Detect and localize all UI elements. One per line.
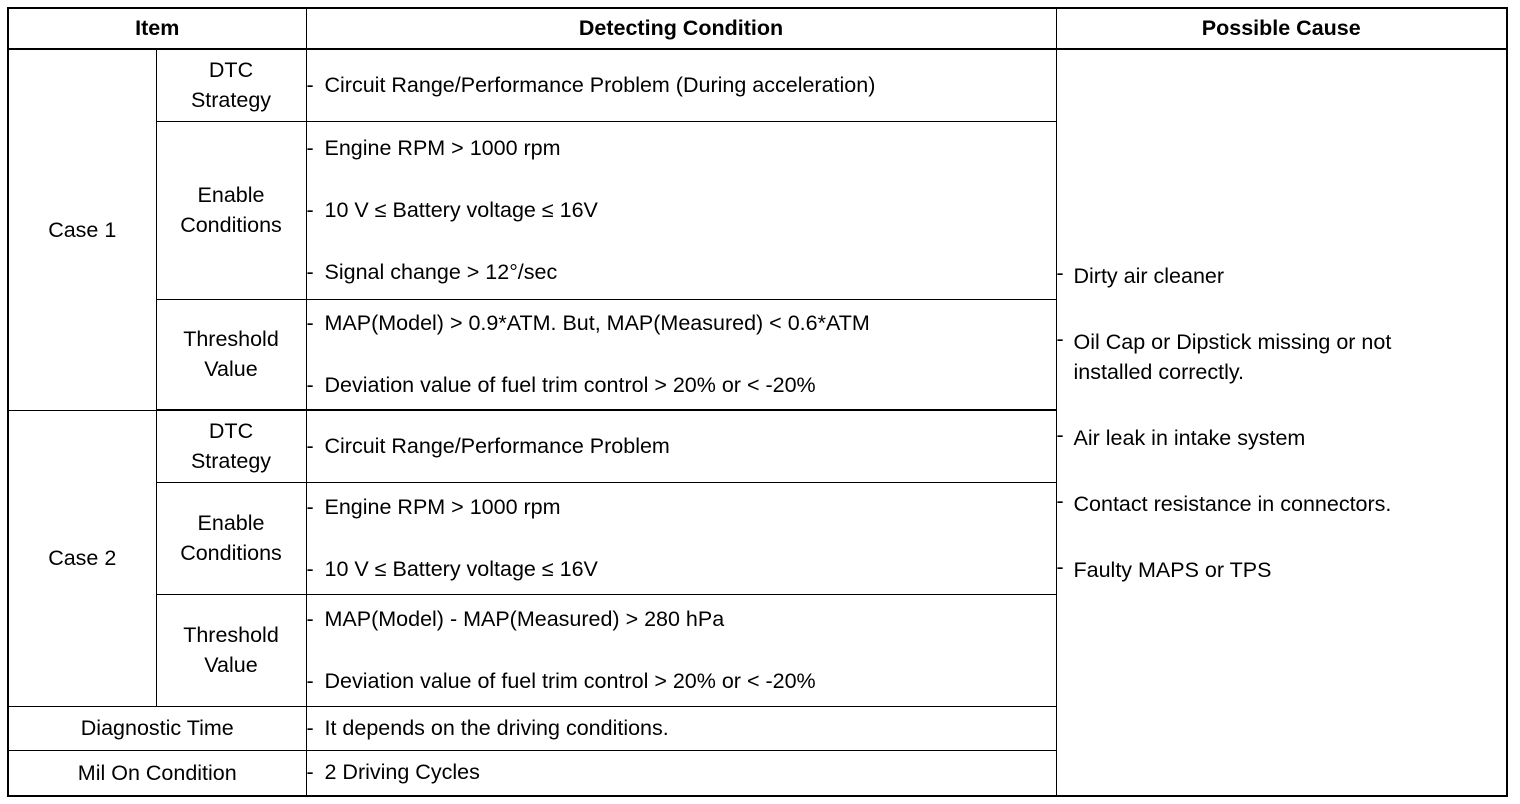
cause-item bbox=[1057, 327, 1507, 387]
condition-text: 2 Driving Cycles bbox=[324, 760, 480, 785]
dtc-spec-table bbox=[7, 7, 1508, 797]
case1-dtc-strategy-label bbox=[156, 49, 306, 121]
header-item: Item bbox=[8, 8, 306, 49]
condition-text: Deviation value of fuel trim control > 20% or < -20% bbox=[324, 668, 816, 693]
condition-text: Signal change > 12°/sec bbox=[324, 259, 558, 284]
condition-line bbox=[307, 73, 1056, 98]
condition-line bbox=[307, 669, 1056, 694]
bullet-dash: - bbox=[306, 135, 314, 160]
condition-line bbox=[307, 607, 1056, 632]
condition-text: MAP(Model) - MAP(Measured) > 280 hPa bbox=[324, 606, 725, 631]
case1-threshold-value-label bbox=[156, 299, 306, 410]
header-row bbox=[8, 8, 1507, 49]
case1-dtc-row bbox=[8, 49, 1507, 121]
bullet-dash: - bbox=[306, 556, 314, 581]
case2-enable-conditions bbox=[306, 482, 1056, 594]
bullet-dash: - bbox=[306, 668, 314, 693]
label-line: Conditions bbox=[180, 541, 282, 565]
case2-threshold-value bbox=[306, 594, 1056, 706]
label-line: Threshold bbox=[183, 327, 279, 352]
bullet-dash: - bbox=[306, 310, 314, 335]
label-line: DTC bbox=[208, 419, 254, 444]
cause-text: Air leak in intake system bbox=[1073, 425, 1306, 450]
condition-text: Circuit Range/Performance Problem bbox=[324, 433, 670, 458]
condition-line bbox=[307, 136, 1056, 161]
condition-line bbox=[307, 716, 1056, 741]
cause-text: Dirty air cleaner bbox=[1073, 263, 1225, 288]
condition-line bbox=[307, 373, 1056, 398]
header-possible-cause: Possible Cause bbox=[1056, 8, 1507, 49]
case2-enable-conditions-label bbox=[156, 482, 306, 594]
condition-text: Engine RPM > 1000 rpm bbox=[324, 494, 561, 519]
bullet-dash: - bbox=[306, 259, 314, 284]
condition-text: It depends on the driving conditions. bbox=[324, 715, 669, 740]
header-detecting-condition: Detecting Condition bbox=[306, 8, 1056, 49]
bullet-dash: - bbox=[1056, 422, 1064, 447]
condition-text: Circuit Range/Performance Problem (During acceleration) bbox=[324, 72, 876, 97]
condition-line bbox=[307, 434, 1056, 459]
case1-label: Case 1 bbox=[8, 49, 156, 410]
case1-threshold-value bbox=[306, 299, 1056, 410]
label-line: Value bbox=[204, 357, 258, 382]
cause-item bbox=[1057, 555, 1507, 585]
case1-enable-conditions-label bbox=[156, 121, 306, 299]
bullet-dash: - bbox=[1056, 488, 1064, 513]
case1-enable-conditions bbox=[306, 121, 1056, 299]
case2-label: Case 2 bbox=[8, 410, 156, 706]
condition-text: 10 V ≤ Battery voltage ≤ 16V bbox=[324, 556, 598, 581]
label-line: Enable bbox=[197, 183, 265, 207]
condition-line bbox=[307, 311, 1056, 336]
label-line: Strategy bbox=[190, 449, 272, 474]
case2-threshold-value-label bbox=[156, 594, 306, 706]
bullet-dash: - bbox=[306, 72, 314, 97]
label-line: Threshold bbox=[183, 623, 279, 647]
condition-line bbox=[307, 198, 1056, 223]
condition-line bbox=[307, 495, 1056, 520]
bullet-dash: - bbox=[306, 606, 314, 631]
mil-on-condition-label: Mil On Condition bbox=[8, 750, 306, 796]
case2-dtc-strategy-label bbox=[156, 410, 306, 482]
bullet-dash: - bbox=[1056, 326, 1064, 351]
label-line: Enable bbox=[197, 511, 265, 535]
cause-text: Oil Cap or Dipstick missing or not bbox=[1073, 329, 1392, 354]
condition-text: MAP(Model) > 0.9*ATM. But, MAP(Measured) < 0.6*ATM bbox=[324, 310, 870, 335]
label-line: Value bbox=[204, 653, 258, 677]
bullet-dash: - bbox=[306, 197, 314, 222]
case2-dtc-strategy-condition bbox=[306, 410, 1056, 482]
condition-text: Engine RPM > 1000 rpm bbox=[324, 135, 561, 160]
condition-line bbox=[307, 557, 1056, 582]
label-line: DTC bbox=[208, 58, 254, 83]
label-line: Strategy bbox=[190, 88, 272, 113]
condition-text: 10 V ≤ Battery voltage ≤ 16V bbox=[324, 197, 598, 222]
bullet-dash: - bbox=[1056, 554, 1064, 579]
label-line: Conditions bbox=[180, 213, 282, 237]
bullet-dash: - bbox=[306, 760, 314, 785]
bullet-dash: - bbox=[306, 494, 314, 519]
cause-item bbox=[1057, 261, 1507, 291]
cause-item bbox=[1057, 423, 1507, 453]
case1-dtc-strategy-condition bbox=[306, 49, 1056, 121]
condition-line bbox=[307, 260, 1056, 285]
condition-line bbox=[307, 760, 1056, 785]
bullet-dash: - bbox=[306, 433, 314, 458]
possible-cause-cell bbox=[1056, 49, 1507, 796]
diagnostic-time-label: Diagnostic Time bbox=[8, 706, 306, 750]
bullet-dash: - bbox=[306, 372, 314, 397]
bullet-dash: - bbox=[306, 715, 314, 740]
bullet-dash: - bbox=[1056, 260, 1064, 285]
mil-on-condition-value bbox=[306, 750, 1056, 796]
cause-text: Contact resistance in connectors. bbox=[1073, 491, 1392, 516]
diagnostic-time-condition bbox=[306, 706, 1056, 750]
cause-text: Faulty MAPS or TPS bbox=[1073, 557, 1272, 582]
condition-text: Deviation value of fuel trim control > 20% or < -20% bbox=[324, 372, 816, 397]
cause-text: installed correctly. bbox=[1073, 359, 1244, 384]
cause-item bbox=[1057, 489, 1507, 519]
